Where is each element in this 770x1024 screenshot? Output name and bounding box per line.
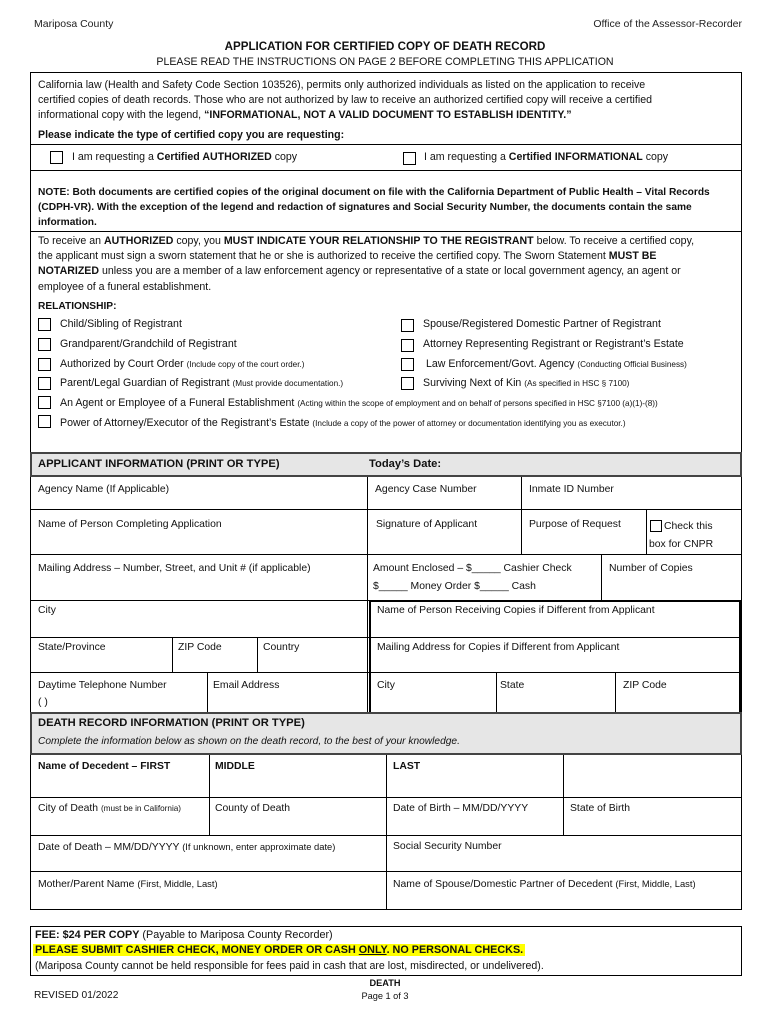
cnpr-label-1: Check this [664,521,713,532]
email-field[interactable]: Email Address [213,680,280,691]
city-field[interactable]: City [38,605,56,616]
relationship-funeral: An Agent or Employee of a Funeral Establishment (Acting within the scope of employment and on behalf of persons specified in HSC §7100 (a)(1)-(8)) [60,397,658,409]
ssn-field[interactable]: Social Security Number [393,841,502,852]
relationship-label: RELATIONSHIP: [38,301,117,312]
payment-instructions: PLEASE SUBMIT CASHIER CHECK, MONEY ORDER OR CASH ONLY. NO PERSONAL CHECKS. [35,944,524,956]
relationship-checkbox-next-of-kin[interactable] [401,377,414,390]
mailing-address-field[interactable]: Mailing Address – Number, Street, and Unit # (if applicable) [38,563,311,574]
mother-parent-name-field[interactable]: Mother/Parent Name (First, Middle, Last) [38,878,218,890]
relationship-checkbox-grandparent[interactable] [38,338,51,351]
authorized-info-line-4: employee of a funeral establishment. [38,281,212,293]
authorized-info-line-3: NOTARIZED unless you are a member of a law enforcement agency or representative of a state or local government agency, an agent or [38,265,681,277]
spouse-name-field[interactable]: Name of Spouse/Domestic Partner of Decedent (First, Middle, Last) [393,878,696,890]
decedent-last-name-field[interactable]: LAST [393,761,421,772]
cnpr-checkbox[interactable] [650,520,662,532]
number-of-copies-field[interactable]: Number of Copies [609,563,693,574]
phone-area-code: ( ) [38,697,48,708]
date-of-birth-field[interactable]: Date of Birth – MM/DD/YYYY [393,803,529,814]
intro-line-1: California law (Health and Safety Code Section 103526), permits only authorized individuals as listed on the application to receive [38,79,646,91]
form-title: APPLICATION FOR CERTIFIED COPY OF DEATH RECORD [224,40,546,53]
relationship-grandparent: Grandparent/Grandchild of Registrant [60,338,237,350]
copies-mailing-address-field[interactable]: Mailing Address for Copies if Different from Applicant [377,642,620,653]
signature-field[interactable]: Signature of Applicant [376,519,478,530]
decedent-middle-name-field[interactable]: MIDDLE [215,761,255,772]
authorized-info-line-2: the applicant must sign a sworn statement that he or she is authorized to receive the certified copy. The Sworn Statement MUST BE [38,250,657,262]
relationship-power-of-attorney: Power of Attorney/Executor of the Registrant’s Estate (Include a copy of the power of attorney or documentation identifying you as executor.) [60,417,626,429]
relationship-checkbox-court-order[interactable] [38,358,51,371]
death-record-instructions: Complete the information below as shown on the death record, to the best of your knowledge. [38,736,460,747]
purpose-of-request-field[interactable]: Purpose of Request [529,519,621,530]
relationship-court-order: Authorized by Court Order (Include copy of the court order.) [60,358,305,370]
zip-code-field[interactable]: ZIP Code [178,642,222,653]
office-name: Office of the Assessor-Recorder [593,18,742,30]
cash-disclaimer: (Mariposa County cannot be held responsible for fees paid in cash that are lost, misdirected, or undelivered). [35,960,544,972]
country-field[interactable]: Country [263,642,300,653]
relationship-next-of-kin: Surviving Next of Kin (As specified in HSC § 7100) [423,377,630,389]
relationship-law-enforcement: Law Enforcement/Govt. Agency (Conducting Official Business) [426,358,687,370]
intro-line-2: certified copies of death records. Those who are not authorized by law to receive an authorized certified copy will receive a certified [38,94,652,106]
authorized-info-line-1: To receive an AUTHORIZED copy, you MUST INDICATE YOUR RELATIONSHIP TO THE REGISTRANT below. To receive a certified copy, [38,235,695,247]
date-of-death-field[interactable]: Date of Death – MM/DD/YYYY (If unknown, enter approximate date) [38,841,336,853]
informational-copy-label: I am requesting a Certified INFORMATIONAL copy [424,151,669,163]
page-number: Page 1 of 3 [361,991,409,1001]
fee-line: FEE: $24 PER COPY (Payable to Mariposa County Recorder) [35,929,333,941]
todays-date-label[interactable]: Today’s Date: [369,458,442,470]
copy-type-prompt: Please indicate the type of certified copy you are requesting: [38,129,345,141]
intro-line-3: informational copy with the legend, “INFORMATIONAL, NOT A VALID DOCUMENT TO ESTABLISH IDENTITY.” [38,109,572,121]
copies-state-field[interactable]: State [500,680,525,691]
relationship-checkbox-power-of-attorney[interactable] [38,415,51,428]
decedent-first-name-field[interactable]: Name of Decedent – FIRST [38,761,171,772]
relationship-checkbox-child-sibling[interactable] [38,318,51,331]
daytime-phone-field[interactable]: Daytime Telephone Number [38,680,167,691]
person-completing-field[interactable]: Name of Person Completing Application [38,519,222,530]
county-of-death-field[interactable]: County of Death [215,803,291,814]
revision-date: REVISED 01/2022 [34,990,119,1001]
county-name: Mariposa County [34,18,114,30]
amount-enclosed-line-2[interactable]: $_____ Money Order $_____ Cash [373,581,536,592]
agency-case-number-field[interactable]: Agency Case Number [375,484,477,495]
relationship-child-sibling: Child/Sibling of Registrant [60,318,182,330]
agency-name-field[interactable]: Agency Name (If Applicable) [38,484,170,495]
death-record-section-title: DEATH RECORD INFORMATION (PRINT OR TYPE) [38,717,305,729]
state-province-field[interactable]: State/Province [38,642,106,653]
relationship-attorney: Attorney Representing Registrant or Registrant’s Estate [423,338,684,350]
relationship-checkbox-attorney[interactable] [401,339,414,352]
relationship-checkbox-funeral[interactable] [38,396,51,409]
relationship-checkbox-law-enforcement[interactable] [401,358,414,371]
receiving-person-field[interactable]: Name of Person Receiving Copies if Different from Applicant [377,605,655,616]
applicant-section-title: APPLICANT INFORMATION (PRINT OR TYPE) [38,458,280,470]
note-line-1: NOTE: Both documents are certified copies of the original document on file with the California Department of Public Health – Vital Records [38,187,710,198]
note-line-3: information. [38,217,97,228]
relationship-parent-guardian: Parent/Legal Guardian of Registrant (Must provide documentation.) [60,377,344,389]
copies-city-field[interactable]: City [377,680,395,691]
authorized-copy-label: I am requesting a Certified AUTHORIZED copy [72,151,298,163]
form-subtitle: PLEASE READ THE INSTRUCTIONS ON PAGE 2 BEFORE COMPLETING THIS APPLICATION [156,56,614,68]
amount-enclosed-line-1[interactable]: Amount Enclosed – $_____ Cashier Check [373,563,572,574]
authorized-copy-checkbox[interactable] [50,151,63,164]
city-of-death-field[interactable]: City of Death (must be in California) [38,803,182,814]
relationship-checkbox-spouse[interactable] [401,319,414,332]
cnpr-label-2: box for CNPR [649,539,714,550]
inmate-id-field[interactable]: Inmate ID Number [529,484,614,495]
form-type: DEATH [369,978,401,988]
note-line-2: (CDPH-VR). With the exception of the legend and redaction of signatures and Social Security Number, the documents contain the same [38,202,692,213]
relationship-checkbox-parent-guardian[interactable] [38,377,51,390]
relationship-spouse: Spouse/Registered Domestic Partner of Registrant [423,318,661,330]
informational-copy-checkbox[interactable] [403,152,416,165]
state-of-birth-field[interactable]: State of Birth [570,803,631,814]
copies-zip-field[interactable]: ZIP Code [623,680,667,691]
